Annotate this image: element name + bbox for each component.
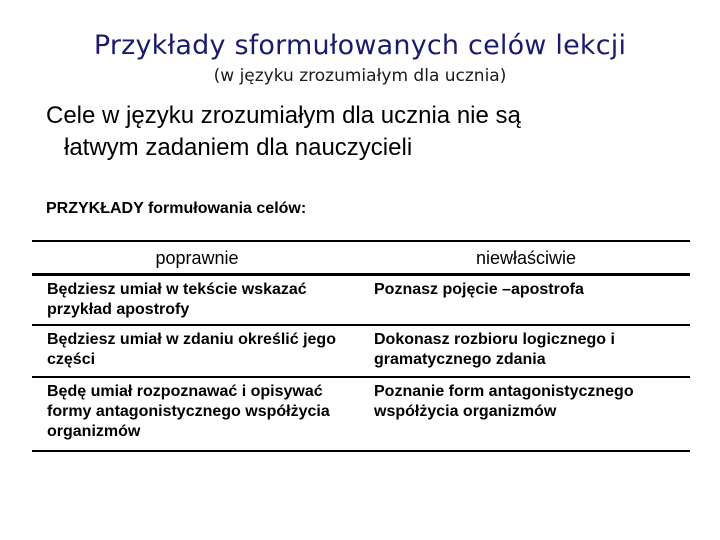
- table-header-row: [32, 242, 690, 276]
- table-cell-incorrect: Poznasz pojęcie –apostrofa: [374, 281, 584, 298]
- table-cell-correct: Będziesz umiał w tekście wskazać przykład apostrofy: [47, 281, 307, 318]
- table-row: [32, 378, 690, 452]
- header-incorrect: niewłaściwie: [475, 248, 577, 268]
- table-cell-incorrect: Poznanie form antagonistycznego współżycia organizmów: [374, 383, 634, 420]
- table-row: [32, 276, 690, 326]
- table-cell-incorrect: Dokonasz rozbioru logicznego i gramatycznego zdania: [374, 331, 615, 368]
- table-row: [32, 326, 690, 378]
- examples-label: PRZYKŁADY formułowania celów:: [46, 200, 307, 217]
- header-correct: poprawnie: [155, 248, 239, 268]
- lead-line-1: Cele w języku zrozumiałym dla ucznia nie są: [46, 102, 521, 129]
- lead-text: [46, 100, 666, 164]
- slide-subtitle: (w języku zrozumiałym dla ucznia): [213, 66, 507, 86]
- lead-line-2: łatwym zadaniem dla nauczycieli: [64, 134, 413, 161]
- table-cell-correct: Będę umiał rozpoznawać i opisywać formy antagonistycznego współżycia organizmów: [47, 383, 330, 440]
- slide-title: Przykłady sformułowanych celów lekcji: [93, 30, 627, 61]
- examples-table: [32, 240, 690, 452]
- table-cell-correct: Będziesz umiał w zdaniu określić jego części: [47, 331, 336, 368]
